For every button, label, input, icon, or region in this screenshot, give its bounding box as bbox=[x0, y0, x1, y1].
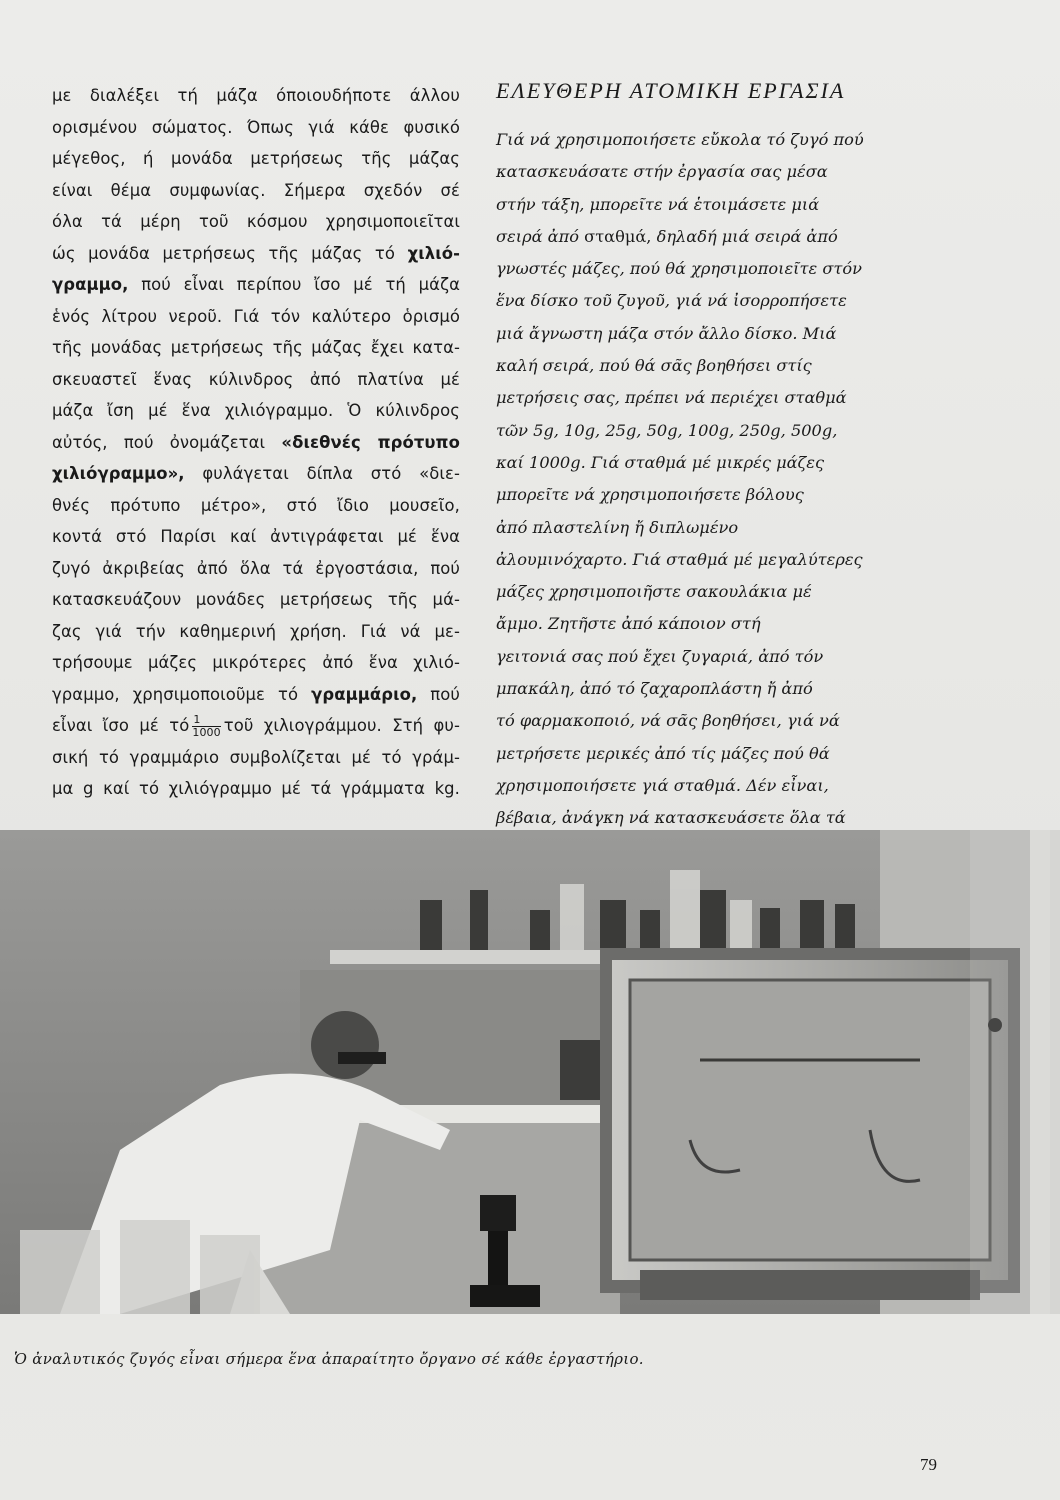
text-line: ἀπό πλαστελίνη ἤ διπλωμένο bbox=[496, 517, 739, 537]
text-line: τῶν 5g, 10g, 25g, 50g, 100g, 250g, 500g, bbox=[496, 420, 838, 440]
text-line: μπορεῖτε νά χρησιμοποιήσετε βόλους bbox=[496, 485, 804, 505]
text-line bbox=[52, 710, 460, 742]
text-line: ἕνα δίσκο τοῦ ζυγοῦ, γιά νά ἰσορροπήσετε bbox=[496, 291, 847, 311]
text-segment: δηλαδή μιά σειρά ἀπό bbox=[651, 226, 838, 246]
text-line: είναι θέμα συμφωνίας. Σήμερα σχεδόν σέ bbox=[52, 180, 460, 200]
text-line bbox=[52, 458, 460, 490]
bold-term: «διεθνές πρότυπο bbox=[281, 432, 460, 452]
text-line: σική τό γραμμάριο συμβολίζεται μέ τό γράμ- bbox=[52, 747, 460, 767]
text-line: στήν τάξη, μπορεῖτε νά ἑτοιμάσετε μιά bbox=[496, 194, 820, 214]
fraction-numerator: 1 bbox=[192, 714, 220, 727]
text-line bbox=[52, 269, 460, 301]
text-segment: ώς μονάδα μετρήσεως τῆς μάζας τό bbox=[52, 243, 408, 263]
photo-caption: Ὁ ἀναλυτικός ζυγός εἶναι σήμερα ἕνα ἀπαραίτητο ὄργανο σέ κάθε ἐργαστήριο. bbox=[14, 1350, 644, 1368]
text-line: καλή σειρά, πού θά σᾶς βοηθήσει στίς bbox=[496, 356, 812, 376]
text-line: γειτονιά σας πού ἔχει ζυγαριά, ἀπό τόν bbox=[496, 646, 824, 666]
text-line: κατασκευάσατε στήν ἐργασία σας μέσα bbox=[496, 162, 828, 182]
text-line: όλα τά μέρη τοῦ κόσμου χρησιμοποιεῖται bbox=[52, 212, 460, 231]
text-segment: φυλάγεται δίπλα στό «διε- bbox=[184, 464, 460, 483]
text-line: μάζα ἴση μέ ἕνα χιλιόγραμμο. Ὁ κύλινδρος bbox=[52, 401, 460, 420]
bold-term: γραμμάριο, bbox=[311, 684, 418, 704]
text-line: μετρήσεις σας, πρέπει νά περιέχει σταθμά bbox=[496, 388, 847, 408]
text-line: ἀλουμινόχαρτο. Γιά σταθμά μέ μεγαλύτερες bbox=[496, 549, 863, 569]
text-segment: αὐτός, πού ὀνομάζεται bbox=[52, 432, 282, 452]
section-heading: ΕΛΕΥΘΕΡΗ ΑΤΟΜΙΚΗ ΕΡΓΑΣΙΑ bbox=[496, 78, 846, 103]
text-line: με διαλέξει τή μάζα όποιουδήποτε άλλου bbox=[52, 86, 460, 105]
page-number: 79 bbox=[920, 1455, 937, 1474]
bold-term: γραμμο, bbox=[52, 275, 129, 294]
text-line: Γιά νά χρησιμοποιήσετε εὔκολα τό ζυγό πού bbox=[496, 130, 864, 149]
text-line bbox=[496, 221, 956, 253]
text-line bbox=[52, 679, 460, 711]
text-line bbox=[52, 238, 460, 270]
text-line: μα g καί τό χιλιόγραμμο μέ τά γράμματα kg. bbox=[52, 779, 460, 798]
text-line: μέγεθος, ή μονάδα μετρήσεως τῆς μάζας bbox=[52, 149, 460, 168]
text-line: τῆς μονάδας μετρήσεως τῆς μάζας ἔχει κατα- bbox=[52, 338, 460, 357]
fraction bbox=[192, 714, 220, 739]
bold-term: χιλιό- bbox=[407, 243, 460, 263]
emphasized-term: σταθμά, bbox=[584, 226, 652, 246]
text-line: καί 1000g. Γιά σταθμά μέ μικρές μάζες bbox=[496, 452, 825, 472]
text-line: τό φαρμακοποιό, νά σᾶς βοηθήσει, γιά νά bbox=[496, 711, 840, 731]
text-line: ζας γιά τήν καθημερινή χρήση. Γιά νά με- bbox=[52, 621, 460, 641]
text-line: ἑνός λίτρου νεροῦ. Γιά τόν καλύτερο ὁρισμό bbox=[52, 306, 460, 326]
text-line: μάζες χρησιμοποιῆστε σακουλάκια μέ bbox=[496, 582, 812, 602]
text-line bbox=[52, 427, 460, 459]
text-line: κατασκευάζουν μονάδες μετρήσεως τῆς μά- bbox=[52, 590, 460, 609]
text-line: ἄμμο. Ζητῆστε ἀπό κάποιον στή bbox=[496, 614, 761, 634]
text-line: ορισμένου σώματος. Όπως γιά κάθε φυσικό bbox=[52, 117, 460, 137]
fraction-denominator: 1000 bbox=[192, 726, 221, 739]
text-segment: πού εἶναι περίπου ἴσο μέ τή μάζα bbox=[128, 275, 460, 294]
text-line: μπακάλη, ἀπό τό ζαχαροπλάστη ἤ ἀπό bbox=[496, 679, 813, 699]
text-line: σκευαστεῖ ἕνας κύλινδρος ἀπό πλατίνα μέ bbox=[52, 369, 460, 389]
text-segment: σειρά ἀπό bbox=[496, 226, 585, 246]
right-text-column bbox=[496, 78, 956, 835]
text-line: χρησιμοποιήσετε γιά σταθμά. Δέν εἶναι, bbox=[496, 775, 829, 795]
text-line: τρήσουμε μάζες μικρότερες ἀπό ἕνα χιλιό- bbox=[52, 653, 460, 672]
text-line: ζυγό ἀκριβείας ἀπό ὅλα τά ἐργοστάσια, πού bbox=[52, 558, 460, 578]
text-line: βέβαια, ἀνάγκη νά κατασκευάσετε ὅλα τά bbox=[496, 808, 846, 828]
text-line: κοντά στό Παρίσι καί ἀντιγράφεται μέ ἕνα bbox=[52, 527, 460, 546]
text-segment: πού bbox=[417, 684, 460, 704]
text-line: θνές πρότυπο μέτρο», στό ἴδιο μουσεῖο, bbox=[52, 495, 460, 515]
text-line: μιά ἄγνωστη μάζα στόν ἄλλο δίσκο. Μιά bbox=[496, 323, 837, 343]
bold-term: χιλιόγραμμο», bbox=[52, 464, 185, 483]
laboratory-photo bbox=[0, 830, 1060, 1314]
left-text-column bbox=[52, 80, 460, 805]
text-segment: εἶναι ἴσο μέ τό bbox=[52, 716, 190, 735]
text-line: γνωστές μάζες, πού θά χρησιμοποιεῖτε στόν bbox=[496, 259, 862, 279]
text-line: μετρήσετε μερικές ἀπό τίς μάζες πού θά bbox=[496, 743, 830, 763]
text-segment: γραμμο, χρησιμοποιοῦμε τό bbox=[52, 684, 312, 704]
text-segment: τοῦ χιλιογράμμου. Στή φυ- bbox=[223, 716, 460, 735]
